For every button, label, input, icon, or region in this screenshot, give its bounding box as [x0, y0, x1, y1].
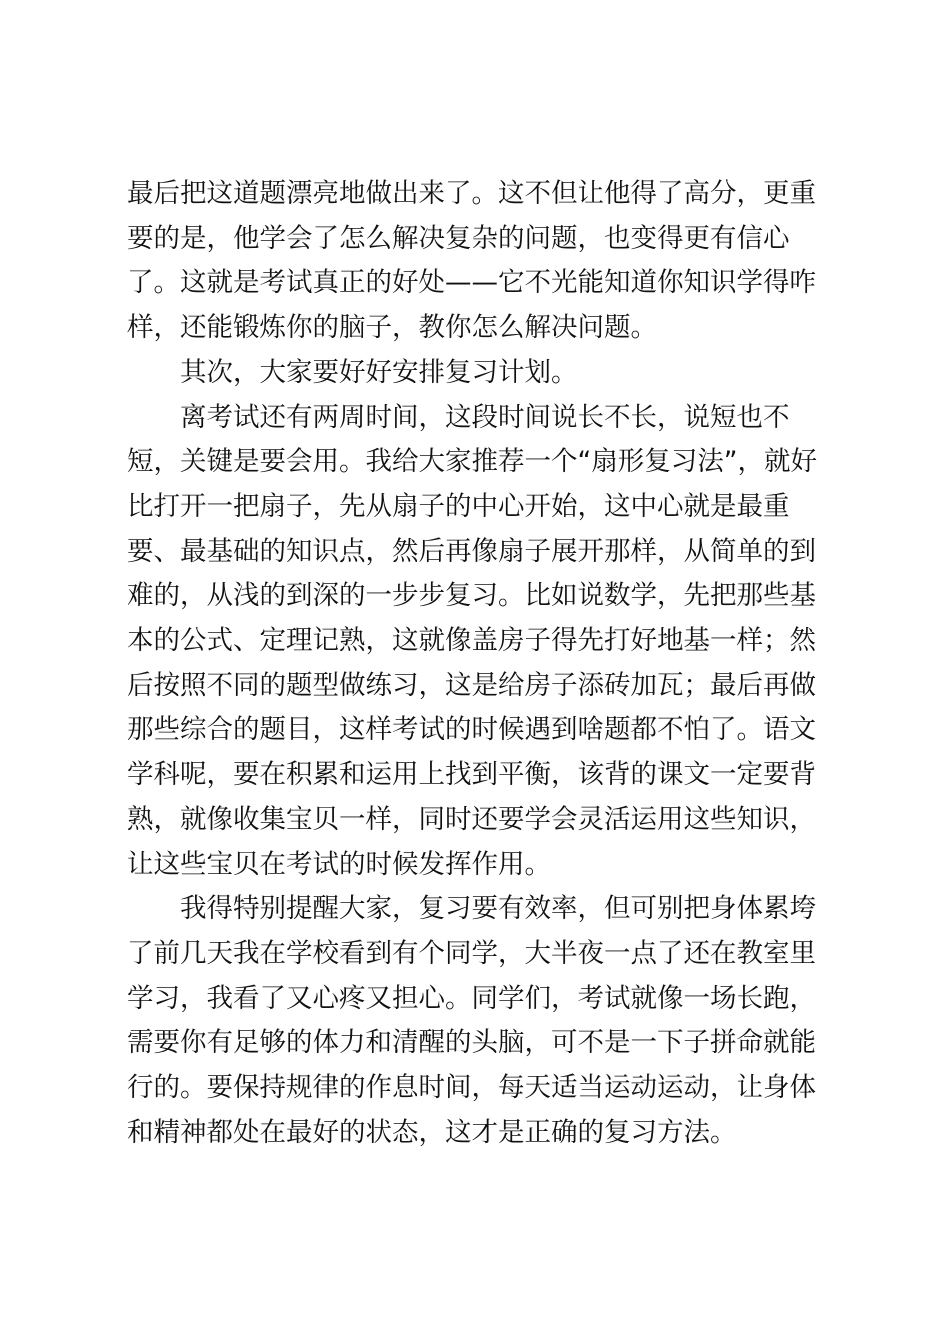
- paragraph-4: 我得特别提醒大家，复习要有效率，但可别把身体累垮了前几天我在学校看到有个同学，大半夜一点了还在教室里学习，我看了又心疼又担心。同学们，考试就像一场长跑，需要你有足够的体力和清醒的头脑，可不是一下子拼命就能行的。要保持规律的作息时间，每天适当运动运动，让身体和精神都处在最好的状态，这才是正确的复习方法。: [127, 893, 816, 1148]
- paragraph-3: 离考试还有两周时间，这段时间说长不长，说短也不短，关键是要会用。我给大家推荐一个“扇形复习法”，就好比打开一把扇子，先从扇子的中心开始，这中心就是最重要、最基础的知识点，然后再像扇子展开那样，从简单的到难的，从浅的到深的一步步复习。比如说数学，先把那些基本的公式、定理记熟，这就像盖房子得先打好地基一样；然后按照不同的题型做练习，这是给房子添砖加瓦；最后再做那些综合的题目，这样考试的时候遇到啥题都不怕了。语文学科呢，要在积累和运用上找到平衡，该背的课文一定要背熟，就像收集宝贝一样，同时还要学会灵活运用这些知识，让这些宝贝在考试的时候发挥作用。: [127, 401, 817, 880]
- document-body: [127, 172, 833, 1155]
- paragraph-1: 最后把这道题漂亮地做出来了。这不但让他得了高分，更重要的是，他学会了怎么解决复杂的问题，也变得更有信心了。这就是考试真正的好处——它不光能知道你知识学得咋样，还能锻炼你的脑子，教你怎么解决问题。: [127, 178, 816, 344]
- paragraph-2: 其次，大家要好好安排复习计划。: [127, 356, 578, 388]
